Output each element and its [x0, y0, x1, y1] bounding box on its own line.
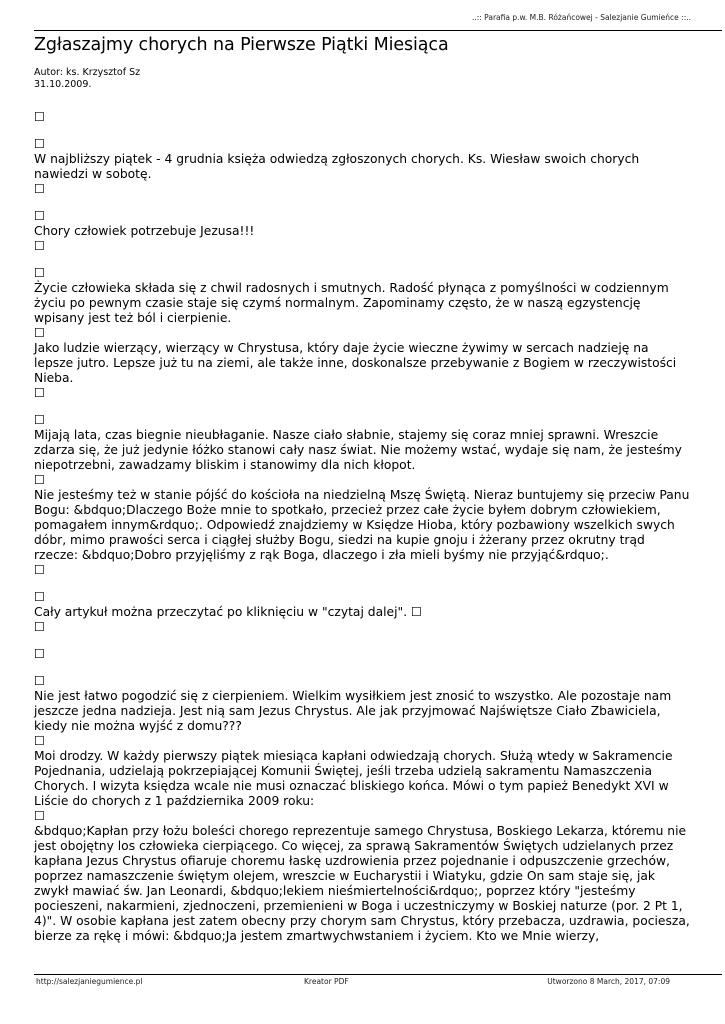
paragraph-4: Jako ludzie wierzący, wierzący w Chrystusa, który daje życie wieczne żywimy w sercach nadzieję na lepsze jutro. Lepsze już tu na ziemi, ale także inne, doskonalsze przebywanie z Bogiem w rzeczywistości Nieba.: [34, 341, 677, 385]
paragraph-3: Życie człowieka składa się z chwil radosnych i smutnych. Radość płynąca z pomyślności w codziennym życiu po pewnym czasie staje się czymś normalnym. Zapominamy często, że w naszą egzystencję wpisany jest też ból i cierpienie.: [34, 281, 669, 325]
missing-image-box: ☐: [34, 209, 46, 223]
article-meta: [34, 67, 140, 91]
paragraph-6: Nie jesteśmy też w stanie pójść do kościoła na niedzielną Mszę Świętą. Nieraz buntujemy się przeciw Panu Bogu: &bdquo;Dlaczego Boże mnie to spotkało, przecież przez całe życie byłem dobrym człowiekiem, pomagałem innym&rdquo;. Odpowiedź znajdziemy w Księdze Hioba, który pozbawiony wszelkich swych dóbr, mimo prawości serca i ciągłej służby Bogu, siedzi na kupie gnoju i żżerany przez okrutny trąd rzecze: &bdquo;Dobro przyjęliśmy z rąk Boga, dlaczego i zła mieli byśmy nie przyjąć&rdquo;.: [34, 488, 690, 562]
paragraph-2: Chory człowiek potrzebuje Jezusa!!!: [34, 224, 255, 238]
header-divider: [34, 30, 722, 31]
footer-url: http://salezjaniegumience.pl: [36, 977, 143, 986]
missing-image-box: ☐: [34, 326, 46, 340]
article-body: [34, 110, 690, 944]
footer-created: Utworzono 8 March, 2017, 07:09: [547, 977, 670, 986]
missing-image-box: ☐: [34, 563, 46, 577]
missing-image-box: ☐: [34, 647, 46, 661]
missing-image-box: ☐: [34, 413, 46, 427]
missing-image-box: ☐: [34, 386, 46, 400]
missing-image-box: ☐: [34, 620, 46, 634]
missing-image-box: ☐: [34, 674, 46, 688]
article-author: Autor: ks. Krzysztof Sz: [34, 67, 141, 78]
missing-image-box: ☐: [34, 239, 46, 253]
missing-image-box: ☐: [34, 590, 46, 604]
missing-image-box: ☐: [34, 266, 46, 280]
paragraph-8: Nie jest łatwo pogodzić się z cierpieniem. Wielkim wysiłkiem jest znosić to wszystko. Ale pozostaje nam jeszcze jedna nadzieja. Jest nią sam Jezus Chrystus. Ale jak przyjmować Najświętsze Ciało Zbawiciela, kiedy nie można wyjść z domu???: [34, 689, 672, 733]
missing-image-box: ☐: [34, 110, 46, 124]
missing-image-box: ☐: [34, 137, 46, 151]
missing-image-box: ☐: [34, 473, 46, 487]
missing-image-box: ☐: [34, 182, 46, 196]
article-date: 31.10.2009.: [34, 79, 92, 90]
paragraph-5: Mijają lata, czas biegnie nieubłaganie. Nasze ciało słabnie, stajemy się coraz mniej sprawni. Wreszcie zdarza się, że już jedynie łóżko stanowi cały nasz świat. Nie możemy wstać, wydaje się nam, że jesteśmy niepotrzebni, zawadzamy bliskim i stanowimy dla nich kłopot.: [34, 428, 682, 472]
paragraph-9: Moi drodzy. W każdy pierwszy piątek miesiąca kapłani odwiedzają chorych. Służą wtedy w Sakramencie Pojednania, udzielają pokrzepiającej Komunii Świętej, jeśli trzeba udzielą sakramentu Namaszczenia Chorych. I wizyta księdza wcale nie musi oznaczać bliskiego końca. Mówi o tym papież Benedykt XVI w Liście do chorych z 1 października 2009 roku:: [34, 749, 673, 808]
paragraph-10-quote: &bdquo;Kapłan przy łożu boleści chorego reprezentuje samego Chrystusa, Boskiego Lekarza, któremu nie jest obojętny los człowieka cierpiącego. Co więcej, za sprawą Sakramentów Świętych udzielanych przez kapłana Jezus Chrystus ofiaruje choremu łaskę uzdrowienia przez pojednanie i odpuszczenie grzechów, poprzez namaszczenie świętym olejem, wreszcie w Eucharystii i Wiatyku, gdzie On sam staje się, jak zwykł mawiać św. Jan Leonardi, &bdquo;lekiem nieśmiertelności&rdquo;, poprzez który "jesteśmy pocieszeni, nakarmieni, zjednoczeni, przemienieni w Boga i uczestniczymy w Boskiej naturze (por. 2 Pt 1, 4)". W osobie kapłana jest zatem obecny przy chorym sam Chrystus, który przebacza, uzdrawia, pociesza, bierze za rękę i mówi: &bdquo;Ja jestem zmartwychwstaniem i życiem. Kto we Mnie wierzy,: [34, 824, 690, 943]
paragraph-1: W najbliższy piątek - 4 grudnia księża odwiedzą zgłoszonych chorych. Ks. Wiesław swoich chorych nawiedzi w sobotę.: [34, 152, 640, 181]
footer-divider: [34, 974, 722, 975]
missing-image-box: ☐: [34, 734, 46, 748]
page-header-site-title: ..:: Parafia p.w. M.B. Różańcowej - Salezjanie Gumieńce ::..: [471, 13, 691, 22]
article-title: Zgłaszajmy chorych na Pierwsze Piątki Miesiąca: [34, 35, 449, 55]
footer-generator: Kreator PDF: [304, 977, 349, 986]
missing-image-box: ☐: [34, 809, 46, 823]
paragraph-read-more: Cały artykuł można przeczytać po kliknięciu w "czytaj dalej". ☐: [34, 605, 423, 619]
